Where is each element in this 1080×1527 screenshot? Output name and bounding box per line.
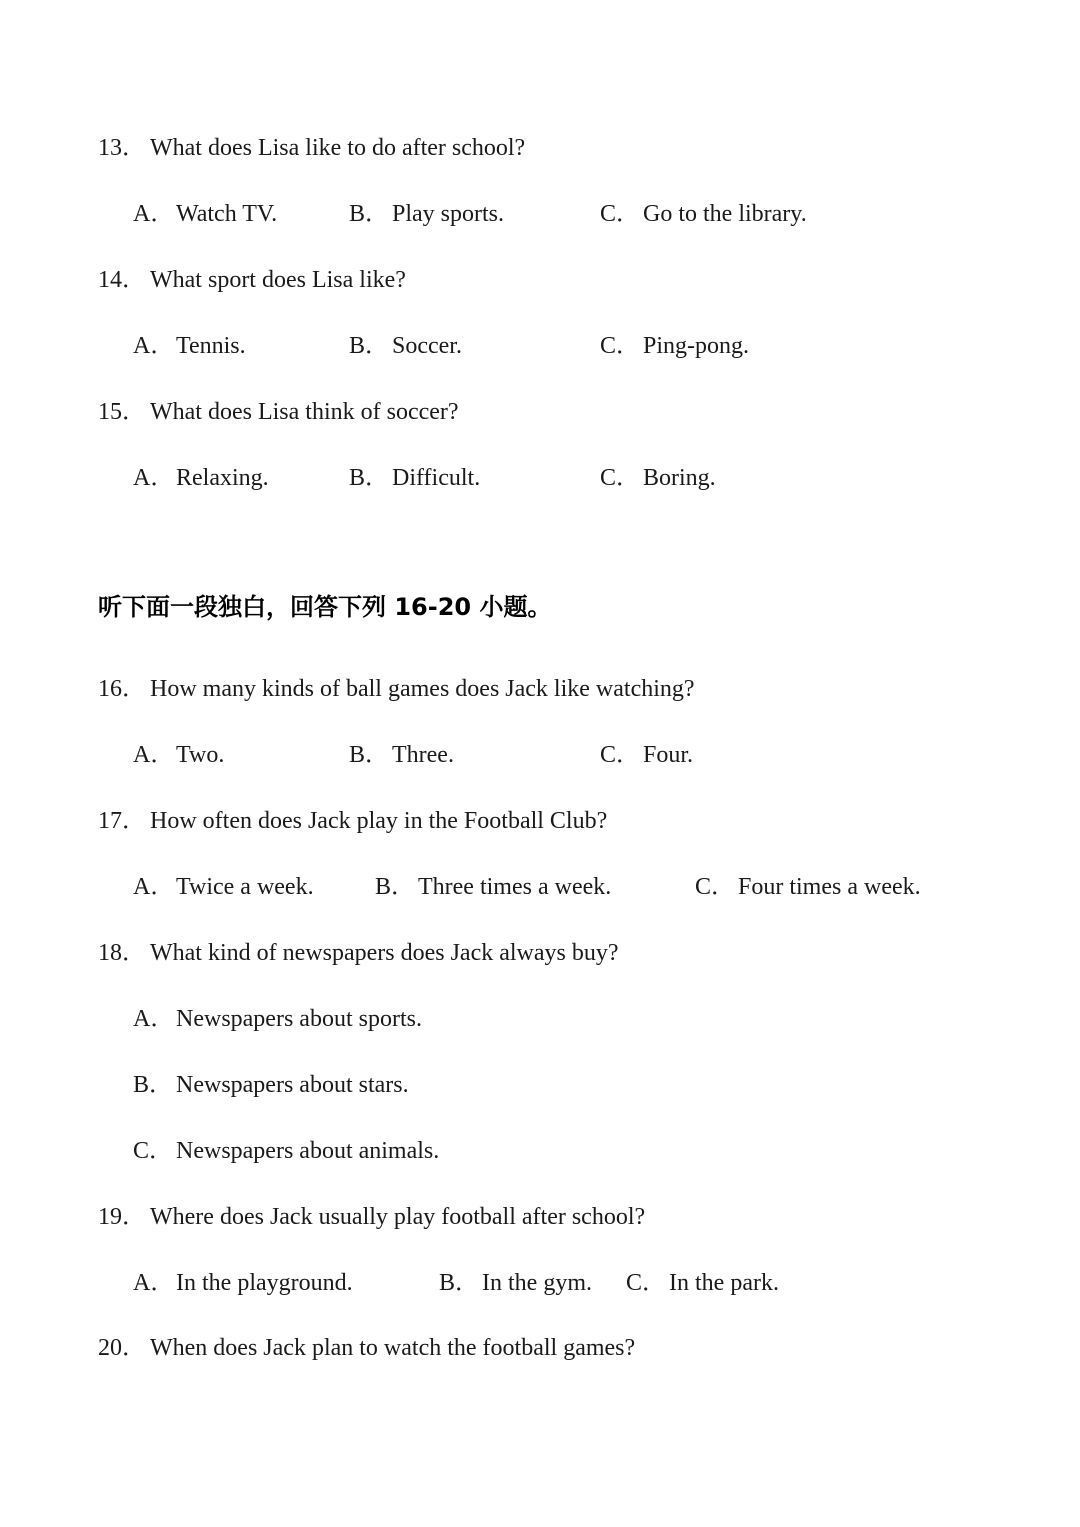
question-text: When does Jack plan to watch the football games? bbox=[150, 1335, 636, 1361]
question-number: 17． bbox=[98, 808, 146, 834]
question-13-option-a[interactable] bbox=[133, 199, 277, 229]
question-14-option-b[interactable] bbox=[349, 331, 462, 361]
option-text: Difficult. bbox=[392, 465, 481, 491]
option-text: Four times a week. bbox=[738, 874, 921, 900]
option-letter: A． bbox=[133, 333, 175, 359]
question-number: 16． bbox=[98, 676, 146, 702]
question-text: What does Lisa think of soccer? bbox=[150, 399, 459, 425]
option-text: Two. bbox=[176, 742, 225, 768]
question-text: What does Lisa like to do after school? bbox=[150, 135, 526, 161]
option-text: Play sports. bbox=[392, 201, 505, 227]
question-number: 13． bbox=[98, 135, 146, 161]
question-16-option-a[interactable] bbox=[133, 740, 224, 770]
question-18-option-a[interactable] bbox=[133, 1004, 422, 1034]
question-number: 15． bbox=[98, 399, 146, 425]
question-18-option-c[interactable] bbox=[133, 1136, 439, 1166]
option-letter: C． bbox=[600, 742, 641, 768]
option-text: Three times a week. bbox=[418, 874, 612, 900]
option-letter: B． bbox=[133, 1072, 174, 1098]
option-text: Boring. bbox=[643, 465, 716, 491]
question-number: 19． bbox=[98, 1204, 146, 1230]
option-letter: C． bbox=[626, 1270, 667, 1296]
option-text: Ping-pong. bbox=[643, 333, 750, 359]
option-letter: A． bbox=[133, 1270, 175, 1296]
question-16 bbox=[98, 674, 695, 704]
option-letter: A． bbox=[133, 742, 175, 768]
option-letter: C． bbox=[600, 201, 641, 227]
option-text: Newspapers about animals. bbox=[176, 1138, 440, 1164]
option-letter: B． bbox=[375, 874, 416, 900]
question-number: 14． bbox=[98, 267, 146, 293]
question-20 bbox=[98, 1333, 635, 1363]
option-text: Newspapers about stars. bbox=[176, 1072, 409, 1098]
question-15 bbox=[98, 397, 459, 427]
option-text: In the playground. bbox=[176, 1270, 353, 1296]
option-text: Three. bbox=[392, 742, 454, 768]
option-text: Soccer. bbox=[392, 333, 462, 359]
option-text: Go to the library. bbox=[643, 201, 807, 227]
option-text: In the gym. bbox=[482, 1270, 592, 1296]
question-18-option-b[interactable] bbox=[133, 1070, 409, 1100]
question-17-option-b[interactable] bbox=[375, 872, 611, 902]
question-13-option-b[interactable] bbox=[349, 199, 504, 229]
option-text: Relaxing. bbox=[176, 465, 269, 491]
question-15-option-c[interactable] bbox=[600, 463, 716, 493]
option-letter: B． bbox=[349, 742, 390, 768]
option-text: Watch TV. bbox=[176, 201, 278, 227]
question-19-option-a[interactable] bbox=[133, 1268, 353, 1298]
question-17 bbox=[98, 806, 607, 836]
question-number: 20． bbox=[98, 1335, 146, 1361]
option-text: Tennis. bbox=[176, 333, 246, 359]
question-14-option-c[interactable] bbox=[600, 331, 749, 361]
question-13-option-c[interactable] bbox=[600, 199, 807, 229]
question-17-option-a[interactable] bbox=[133, 872, 314, 902]
option-letter: A． bbox=[133, 201, 175, 227]
option-letter: C． bbox=[600, 333, 641, 359]
option-letter: C． bbox=[133, 1138, 174, 1164]
option-text: Four. bbox=[643, 742, 694, 768]
question-text: What sport does Lisa like? bbox=[150, 267, 406, 293]
question-text: Where does Jack usually play football after school? bbox=[150, 1204, 646, 1230]
question-14 bbox=[98, 265, 406, 295]
option-text: In the park. bbox=[669, 1270, 779, 1296]
question-number: 18． bbox=[98, 940, 146, 966]
option-letter: A． bbox=[133, 465, 175, 491]
option-letter: A． bbox=[133, 1006, 175, 1032]
option-letter: B． bbox=[349, 333, 390, 359]
question-13 bbox=[98, 133, 525, 163]
option-letter: B． bbox=[349, 465, 390, 491]
option-letter: C． bbox=[695, 874, 736, 900]
option-letter: A． bbox=[133, 874, 175, 900]
question-19 bbox=[98, 1202, 645, 1232]
question-text: How often does Jack play in the Football Club? bbox=[150, 808, 608, 834]
question-16-option-c[interactable] bbox=[600, 740, 693, 770]
question-16-option-b[interactable] bbox=[349, 740, 454, 770]
option-text: Twice a week. bbox=[176, 874, 314, 900]
question-text: How many kinds of ball games does Jack like watching? bbox=[150, 676, 695, 702]
question-18 bbox=[98, 938, 619, 968]
question-15-option-a[interactable] bbox=[133, 463, 269, 493]
option-letter: B． bbox=[439, 1270, 480, 1296]
question-17-option-c[interactable] bbox=[695, 872, 921, 902]
option-letter: B． bbox=[349, 201, 390, 227]
question-15-option-b[interactable] bbox=[349, 463, 480, 493]
question-19-option-b[interactable] bbox=[439, 1268, 592, 1298]
question-19-option-c[interactable] bbox=[626, 1268, 779, 1298]
option-text: Newspapers about sports. bbox=[176, 1006, 422, 1032]
question-text: What kind of newspapers does Jack always buy? bbox=[150, 940, 619, 966]
section-heading: 听下面一段独白，回答下列 16-20 小题。 bbox=[98, 593, 552, 621]
question-14-option-a[interactable] bbox=[133, 331, 246, 361]
option-letter: C． bbox=[600, 465, 641, 491]
